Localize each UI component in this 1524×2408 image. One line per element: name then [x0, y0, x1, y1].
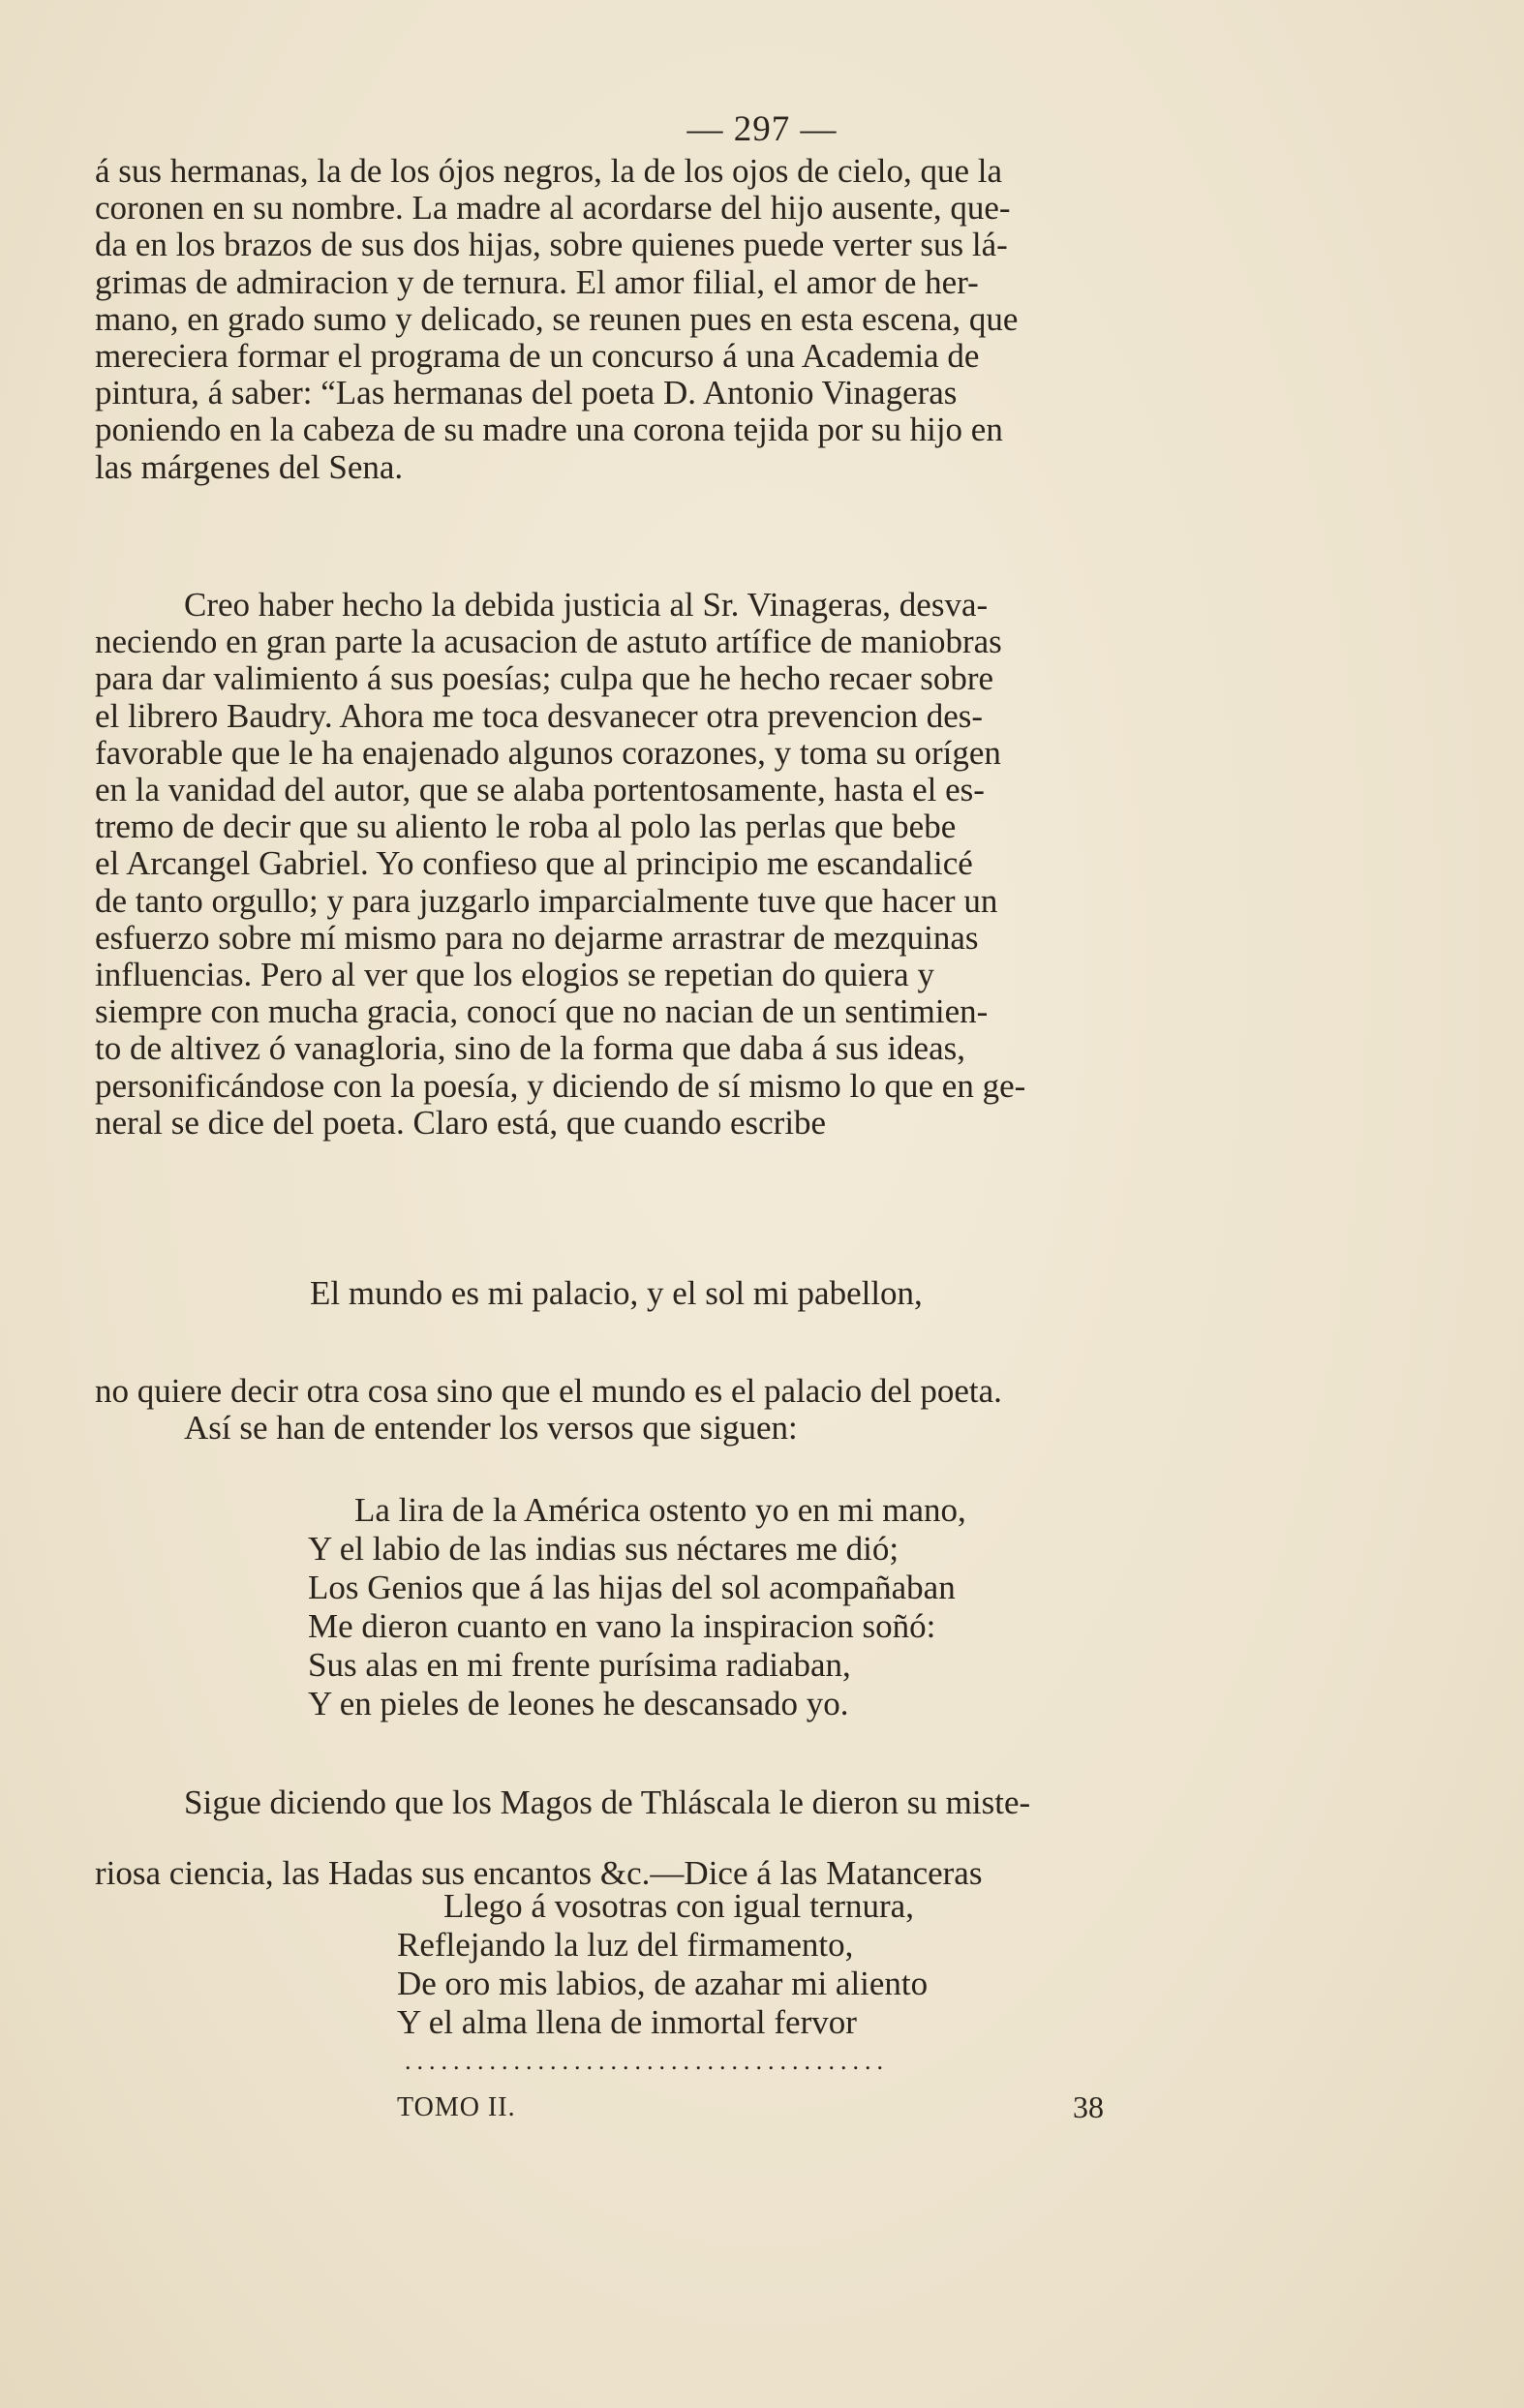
text-line: mano, en grado sumo y delicado, se reunen pues en esta escena, que: [95, 299, 1019, 338]
verse-line: La lira de la América ostento yo en mi mano,: [354, 1491, 966, 1529]
text-line: esfuerzo sobre mí mismo para no dejarme arrastrar de mezquinas: [95, 918, 979, 957]
verse-line: Y el labio de las indias sus néctares me dió;: [308, 1530, 899, 1568]
text-line: el librero Baudry. Ahora me toca desvanecer otra prevencion des-: [95, 696, 984, 735]
text-line: favorable que le ha enajenado algunos corazones, y toma su orígen: [95, 733, 1001, 772]
text-line: para dar valimiento á sus poesías; culpa que he hecho recaer sobre: [95, 659, 994, 698]
text-line: neciendo en gran parte la acusacion de astuto artífice de maniobras: [95, 623, 1002, 661]
paragraph-2: [95, 587, 1317, 1142]
verse-line: Y el alma llena de inmortal fervor: [397, 2003, 857, 2041]
text-line: riosa ciencia, las Hadas sus encantos &c.—Dice á las Matanceras: [95, 1854, 983, 1893]
text-line: da en los brazos de sus dos hijas, sobre quienes puede verter sus lá-: [95, 226, 1008, 264]
text-line: las márgenes del Sena.: [95, 447, 404, 486]
page-number: — 297 —: [686, 109, 838, 149]
text-line: Así se han de entender los versos que siguen:: [184, 1409, 798, 1448]
text-line: en la vanidad del autor, que se alaba portentosamente, hasta el es-: [95, 771, 985, 809]
text-line: el Arcangel Gabriel. Yo confieso que al principio me escandalicé: [95, 844, 973, 883]
paragraph-1: [95, 153, 1317, 486]
verse-line: Reflejando la luz del firmamento,: [397, 1926, 854, 1964]
text-line: to de altivez ó vanagloria, sino de la forma que daba á sus ideas,: [95, 1029, 965, 1068]
text-line: á sus hermanas, la de los ójos negros, la de los ojos de cielo, que la: [95, 152, 1003, 190]
text-line: Sigue diciendo que los Magos de Thláscala le dieron su miste-: [184, 1783, 1031, 1821]
quoted-verse: El mundo es mi palacio, y el sol mi pabellon,: [310, 1274, 923, 1312]
text-line: poniendo en la cabeza de su madre una corona tejida por su hijo en: [95, 411, 1003, 449]
verse-line: Me dieron cuanto en vano la inspiracion soñó:: [308, 1607, 936, 1645]
text-line: no quiere decir otra cosa sino que el mundo es el palacio del poeta.: [95, 1372, 1002, 1410]
text-line: tremo de decir que su aliento le roba al polo las perlas que bebe: [95, 808, 957, 846]
verse-line: Y en pieles de leones he descansado yo.: [308, 1685, 849, 1722]
text-line: mereciera formar el programa de un concurso á una Academia de: [95, 337, 980, 376]
signature-mark: 38: [1073, 2089, 1104, 2124]
text-line: pintura, á saber: “Las hermanas del poeta D. Antonio Vinageras: [95, 374, 958, 412]
ellipsis-rule: ........................................: [405, 2047, 889, 2075]
text-line: coronen en su nombre. La madre al acordarse del hijo ausente, que-: [95, 189, 1011, 228]
text-line: Creo haber hecho la debida justicia al Sr. Vinageras, desva-: [184, 586, 989, 624]
text-line: influencias. Pero al ver que los elogios se repetian do quiera y: [95, 956, 934, 994]
verse-line: Los Genios que á las hijas del sol acompañaban: [308, 1569, 956, 1606]
text-line: grimas de admiracion y de ternura. El amor filial, el amor de her-: [95, 262, 979, 301]
text-line: siempre con mucha gracia, conocí que no nacian de un sentimien-: [95, 992, 989, 1031]
verse-stanza-2: [397, 1887, 928, 2042]
volume-label: TOMO II.: [397, 2092, 516, 2122]
text-line: personificándose con la poesía, y diciendo de sí mismo lo que en ge-: [95, 1066, 1026, 1105]
text-line: neral se dice del poeta. Claro está, que cuando escribe: [95, 1103, 827, 1142]
text-line: de tanto orgullo; y para juzgarlo imparcialmente tuve que hacer un: [95, 881, 998, 920]
verse-line: De oro mis labios, de azahar mi aliento: [397, 1965, 929, 2002]
verse-stanza-1: [308, 1491, 966, 1723]
continuation-paragraph: [95, 1373, 1317, 1447]
verse-line: Llego á vosotras con igual ternura,: [443, 1887, 914, 1925]
verse-line: Sus alas en mi frente purísima radiaban,: [308, 1646, 851, 1684]
